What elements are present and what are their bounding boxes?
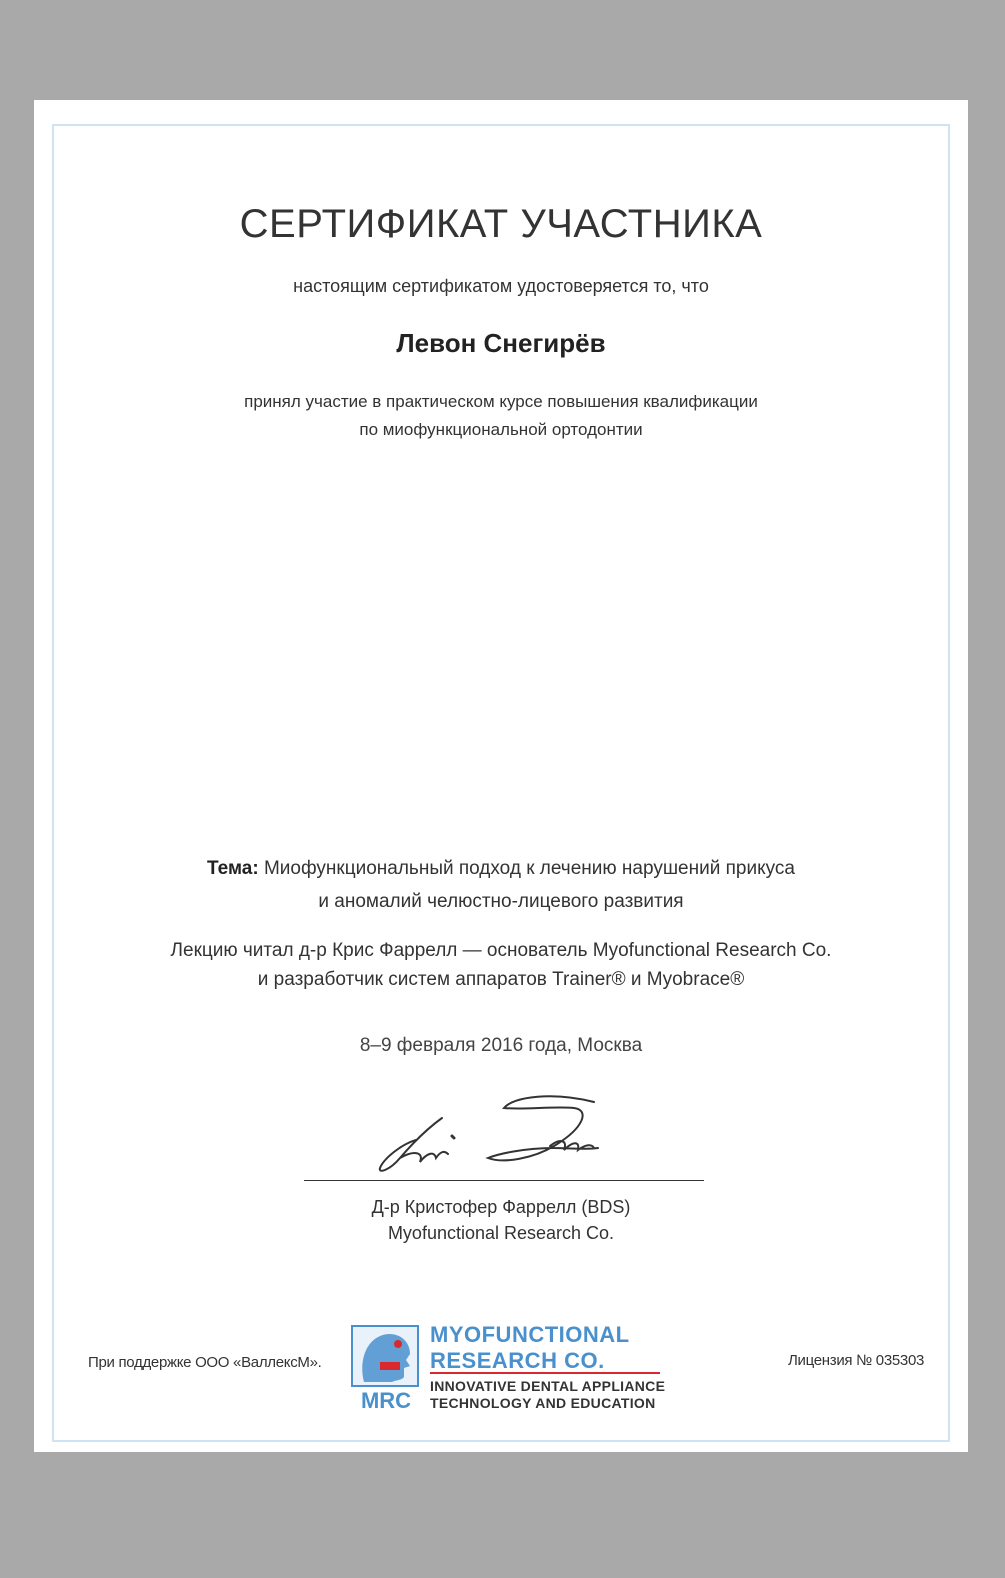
- logo-divider: [430, 1372, 660, 1374]
- course-description: [34, 388, 968, 444]
- certificate-subtitle: настоящим сертификатом удостоверяется то, что: [293, 276, 709, 296]
- description-line-2: по миофункциональной ортодонтии: [359, 420, 643, 439]
- topic-label: Тема:: [207, 858, 259, 879]
- signer-org: Myofunctional Research Co.: [387, 1223, 615, 1243]
- head-profile-icon: [350, 1324, 422, 1412]
- logo-tagline-1: INNOVATIVE DENTAL APPLIANCE: [430, 1378, 666, 1394]
- logo-line-1: MYOFUNCTIONAL: [430, 1322, 630, 1347]
- certificate-sheet: [34, 100, 968, 1452]
- logo-mark-text: MRC: [360, 1388, 412, 1412]
- topic-line-1: [34, 852, 968, 885]
- description-line-1: принял участие в практическом курсе повышения квалификации: [244, 392, 758, 411]
- lecture-line-1: Лекцию читал д-р Крис Фаррелл — основатель Myofunctional Research Co.: [170, 940, 832, 961]
- course-topic: [34, 852, 968, 918]
- course-date: 8–9 февраля 2016 года, Москва: [359, 1035, 643, 1056]
- lecturer-info: [34, 936, 968, 994]
- signer-block: [34, 1194, 968, 1246]
- signature-line: [304, 1180, 704, 1181]
- signature-icon: [354, 1088, 634, 1178]
- recipient-name: Левон Снегирёв: [396, 328, 606, 358]
- license-number: Лицензия № 035303: [788, 1352, 925, 1369]
- topic-text-1: Миофункциональный подход к лечению нарушений прикуса: [263, 858, 795, 879]
- logo-tagline-2: TECHNOLOGY AND EDUCATION: [430, 1395, 656, 1411]
- topic-line-2: и аномалий челюстно-лицевого развития: [318, 891, 684, 912]
- certificate-title: СЕРТИФИКАТ УЧАСТНИКА: [239, 202, 763, 246]
- lecture-line-2: и разработчик систем аппаратов Trainer® и Myobrace®: [257, 969, 745, 990]
- support-note: При поддержке ООО «ВаллексМ».: [88, 1354, 322, 1371]
- logo-line-2: RESEARCH CO.: [430, 1348, 605, 1373]
- signer-name: Д-р Кристофер Фаррелл (BDS): [371, 1197, 631, 1217]
